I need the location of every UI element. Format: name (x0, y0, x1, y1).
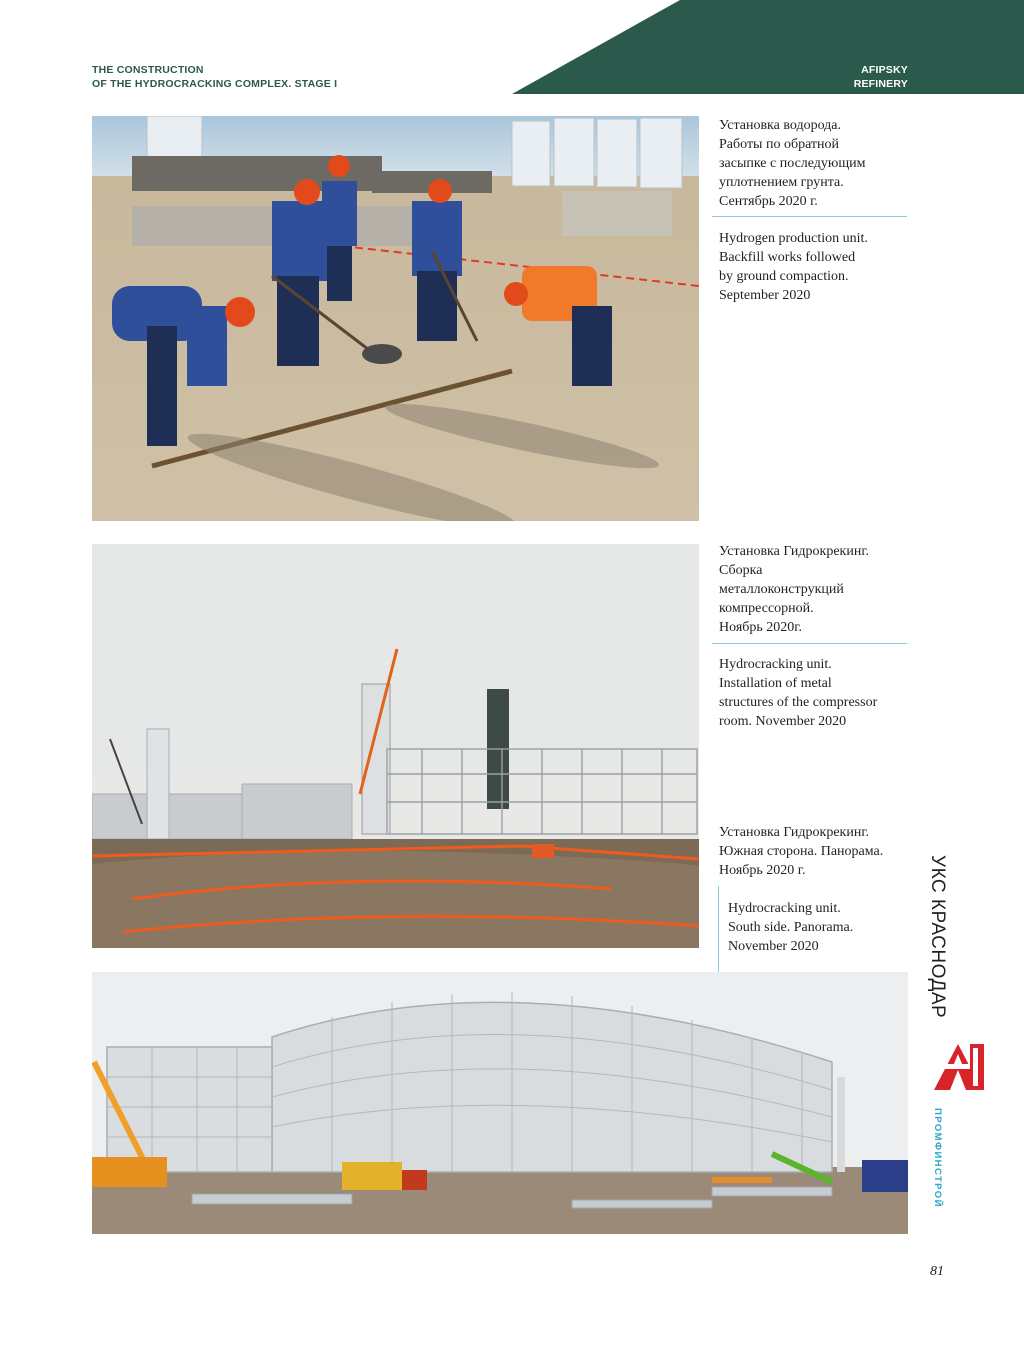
caption-line: Hydrogen production unit. (719, 231, 868, 246)
caption-line: Установка Гидрокрекинг. (719, 825, 869, 840)
sidebar-title (928, 855, 950, 1025)
caption-line: by ground compaction. (719, 269, 849, 284)
page-number: 81 (930, 1264, 944, 1279)
promfinstroy-logo-icon (930, 1040, 986, 1094)
caption-line: Установка Гидрокрекинг. (719, 544, 869, 559)
caption-line: Hydrocracking unit. (719, 657, 832, 672)
sidebar-title-text: УКС КРАСНОДАР (927, 855, 948, 1019)
caption-hydrogen-ru (719, 116, 866, 211)
photo-hydrocracking-compressor (92, 544, 699, 948)
section-title (92, 63, 337, 91)
caption-line: компрессорной. (719, 601, 814, 616)
caption-line: Hydrocracking unit. (728, 901, 841, 916)
refinery-title-line1: AFIPSKY (861, 64, 908, 76)
caption-panorama-en (728, 899, 853, 956)
section-title-line1: THE CONSTRUCTION (92, 64, 204, 76)
caption-hydrogen-en (719, 229, 868, 305)
caption-line: Ноябрь 2020г. (719, 620, 802, 635)
caption-line: Сборка (719, 563, 763, 578)
caption-line: Работы по обратной (719, 137, 840, 152)
caption-line: Installation of metal (719, 676, 832, 691)
caption-line: room. November 2020 (719, 714, 847, 729)
photo-hydrogen-unit-backfill (92, 116, 699, 521)
caption-line: засыпке с последующим (719, 156, 866, 171)
refinery-title (854, 63, 908, 91)
brand-name-text: ПРОМФИНСТРОЙ (932, 1108, 943, 1208)
caption-compressor-ru (719, 542, 869, 637)
caption-panorama-ru (719, 823, 883, 880)
caption-line: уплотнением грунта. (719, 175, 844, 190)
caption-divider (712, 216, 907, 217)
caption-line: Установка водорода. (719, 118, 842, 133)
section-title-line2: OF THE HYDROCRACKING COMPLEX. STAGE I (92, 78, 338, 90)
caption-line: Backfill works followed (719, 250, 856, 265)
caption-line: металлоконструкций (719, 582, 844, 597)
photo-hydrocracking-panorama (92, 972, 908, 1234)
caption-line: Южная сторона. Панорама. (719, 844, 884, 859)
refinery-title-line2: REFINERY (853, 78, 908, 90)
brand-name (930, 1108, 944, 1218)
caption-line: structures of the compressor (719, 695, 878, 710)
caption-divider (712, 643, 907, 644)
caption-line: Ноябрь 2020 г. (719, 863, 806, 878)
caption-line: Сентябрь 2020 г. (719, 194, 818, 209)
caption-line: South side. Panorama. (728, 920, 854, 935)
caption-line: September 2020 (719, 288, 811, 303)
caption-line: November 2020 (728, 939, 819, 954)
caption-divider-vertical (718, 886, 719, 972)
caption-compressor-en (719, 655, 877, 731)
